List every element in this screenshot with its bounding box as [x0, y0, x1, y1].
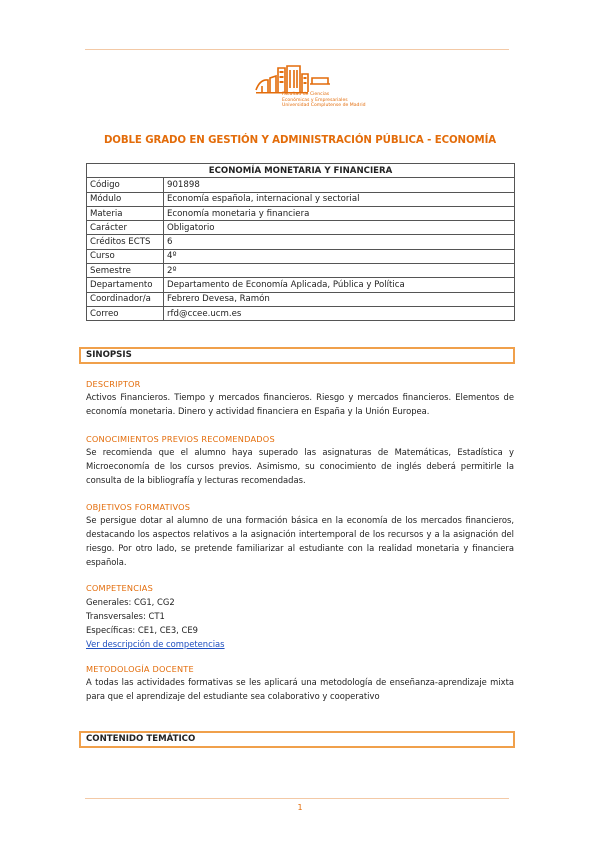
row-value: Departamento de Economía Aplicada, Pública y Política [164, 278, 515, 292]
header-rule [85, 49, 509, 50]
section-contenido: CONTENIDO TEMÁTICO [79, 731, 515, 748]
table-row [87, 178, 515, 192]
row-value: Febrero Devesa, Ramón [164, 292, 515, 306]
objetivos-text: Se persigue dotar al alumno de una formación básica en la economía de los mercados financieros, destacando los aspectos relativos a la asignación intertemporal de los recursos y a la asignación del riesgo. Por otro lado, se pretende familiarizar al estudiante con la realidad monetaria y financiera española. [86, 515, 514, 567]
page-number: 1 [297, 803, 303, 812]
competencias-especificas: Específicas: CE1, CE3, CE9 [86, 625, 198, 635]
competencias-transversales: Transversales: CT1 [86, 611, 165, 621]
table-row [87, 292, 515, 306]
descriptor-text: Activos Financieros. Tiempo y mercados financieros. Riesgo y mercados financieros. Elementos de economía monetaria. Dinero y actividad financiera en España y la Unión Europea. [86, 392, 514, 416]
table-heading-row [87, 164, 515, 178]
table-row [87, 235, 515, 249]
faculty-logo-text: Facultad de Ciencias Económicas y Empresariales Universidad Complutense de Madrid [282, 92, 366, 109]
row-label: Curso [87, 249, 164, 263]
row-value: 2º [164, 264, 515, 278]
conocimientos-text: Se recomienda que el alumno haya superado las asignaturas de Matemáticas, Estadística y Microeconomía de los cursos previos. Asimismo, su conocimiento de inglés deberá permitirle la consulta de la bibliografía y lecturas recomendadas. [86, 447, 514, 485]
row-label: Correo [87, 306, 164, 320]
row-label: Semestre [87, 264, 164, 278]
table-row [87, 306, 515, 320]
descriptor-heading: DESCRIPTOR [86, 379, 141, 389]
row-label: Departamento [87, 278, 164, 292]
row-value: Economía española, internacional y sectorial [164, 192, 515, 206]
course-name: ECONOMÍA MONETARIA Y FINANCIERA [87, 164, 515, 178]
row-value: 6 [164, 235, 515, 249]
competencias-generales: Generales: CG1, CG2 [86, 597, 175, 607]
competencias-link[interactable]: Ver descripción de competencias [86, 639, 225, 649]
competencias-heading: COMPETENCIAS [86, 583, 153, 593]
table-row [87, 249, 515, 263]
row-label: Módulo [87, 192, 164, 206]
row-value: 901898 [164, 178, 515, 192]
row-value: rfd@ccee.ucm.es [164, 306, 515, 320]
section-sinopsis: SINOPSIS [79, 347, 515, 364]
row-label: Código [87, 178, 164, 192]
row-label: Carácter [87, 221, 164, 235]
table-row [87, 192, 515, 206]
table-row [87, 264, 515, 278]
table-row [87, 206, 515, 220]
conocimientos-heading: CONOCIMIENTOS PREVIOS RECOMENDADOS [86, 434, 275, 444]
row-value: 4º [164, 249, 515, 263]
document-title: DOBLE GRADO EN GESTIÓN Y ADMINISTRACIÓN PÚBLICA - ECONOMÍA [103, 135, 497, 146]
footer-rule [85, 798, 509, 799]
metodologia-text: A todas las actividades formativas se les aplicará una metodología de enseñanza-aprendizaje mixta para que el aprendizaje del estudiante sea colaborativo y cooperativo [86, 677, 514, 701]
row-label: Créditos ECTS [87, 235, 164, 249]
row-value: Obligatorio [164, 221, 515, 235]
row-value: Economía monetaria y financiera [164, 206, 515, 220]
course-info-table [86, 163, 515, 321]
row-label: Coordinador/a [87, 292, 164, 306]
objetivos-heading: OBJETIVOS FORMATIVOS [86, 502, 191, 512]
table-row [87, 221, 515, 235]
row-label: Materia [87, 206, 164, 220]
metodologia-heading: METODOLOGÍA DOCENTE [86, 664, 194, 674]
table-row [87, 278, 515, 292]
